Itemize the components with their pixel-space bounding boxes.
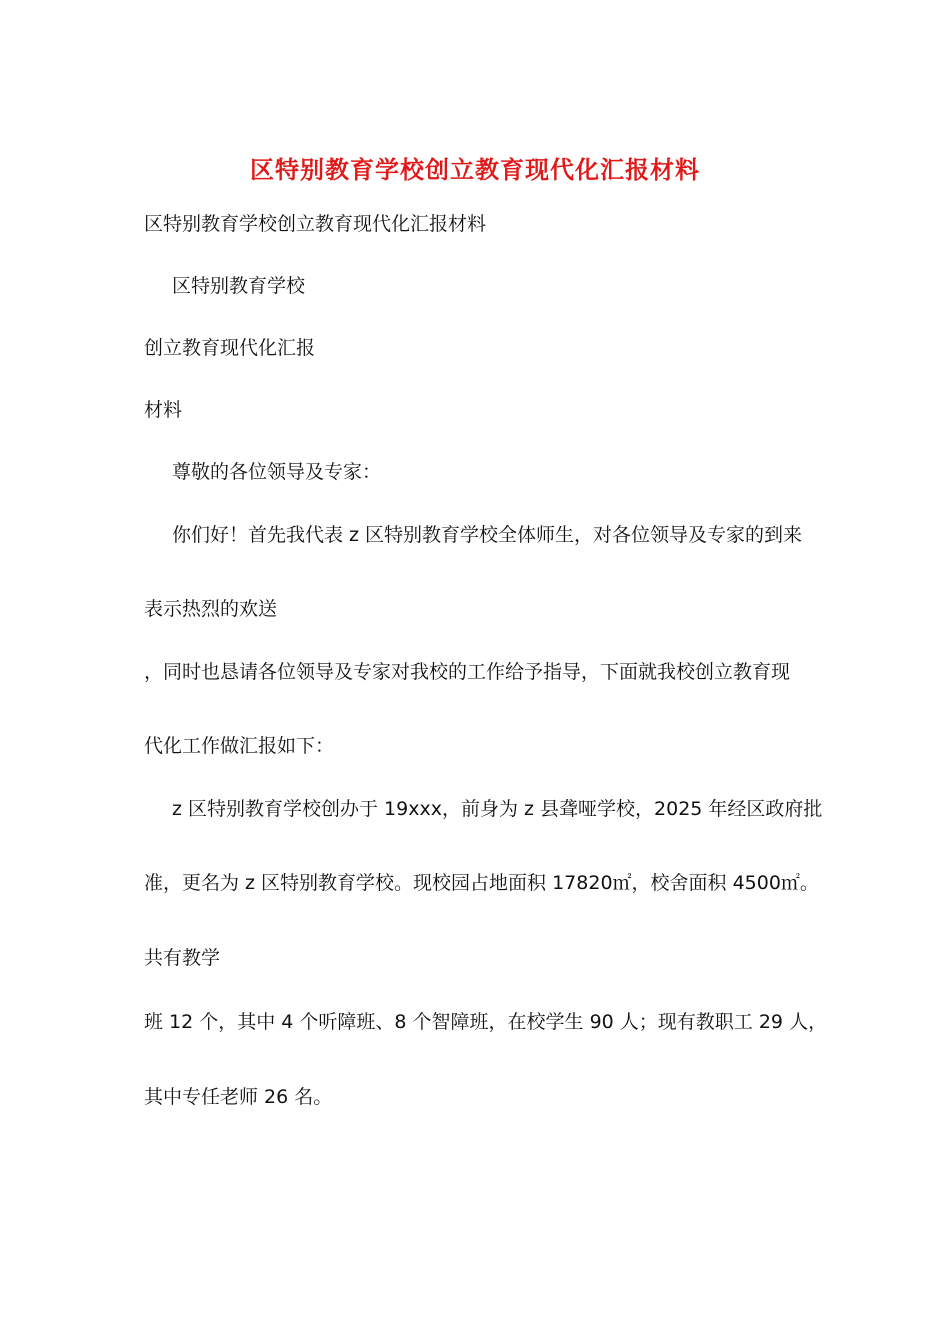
document-title: 区特别教育学校创立教育现代化汇报材料 [250,156,700,184]
paragraph-line: 准，更名为 z 区特别教育学校。现校园占地面积 17820㎡，校舍面积 4500㎡。 [144,872,819,894]
paragraph-line: ，同时也恳请各位领导及专家对我校的工作给予指导，下面就我校创立教育现 [144,661,791,683]
greeting-line: 尊敬的各位领导及专家： [172,461,382,483]
paragraph-line: 区特别教育学校 [172,275,306,297]
paragraph-line: 其中专任老师 26 名。 [144,1086,333,1108]
paragraph-line: 材料 [144,399,183,421]
paragraph-line: 班 12 个，其中 4 个听障班、8 个智障班，在校学生 90 人；现有教职工 29 人， [144,1011,828,1033]
paragraph-line: 代化工作做汇报如下： [144,735,335,757]
paragraph-line: z 区特别教育学校创办于 19xxx，前身为 z 县聋哑学校，2025 年经区政府批 [172,798,823,820]
paragraph-line: 你们好！首先我代表 z 区特别教育学校全体师生，对各位领导及专家的到来 [172,524,803,546]
paragraph-line: 表示热烈的欢送 [144,598,278,620]
paragraph-line: 共有教学 [144,947,221,969]
paragraph-line: 区特别教育学校创立教育现代化汇报材料 [144,213,487,235]
paragraph-line: 创立教育现代化汇报 [144,337,316,359]
